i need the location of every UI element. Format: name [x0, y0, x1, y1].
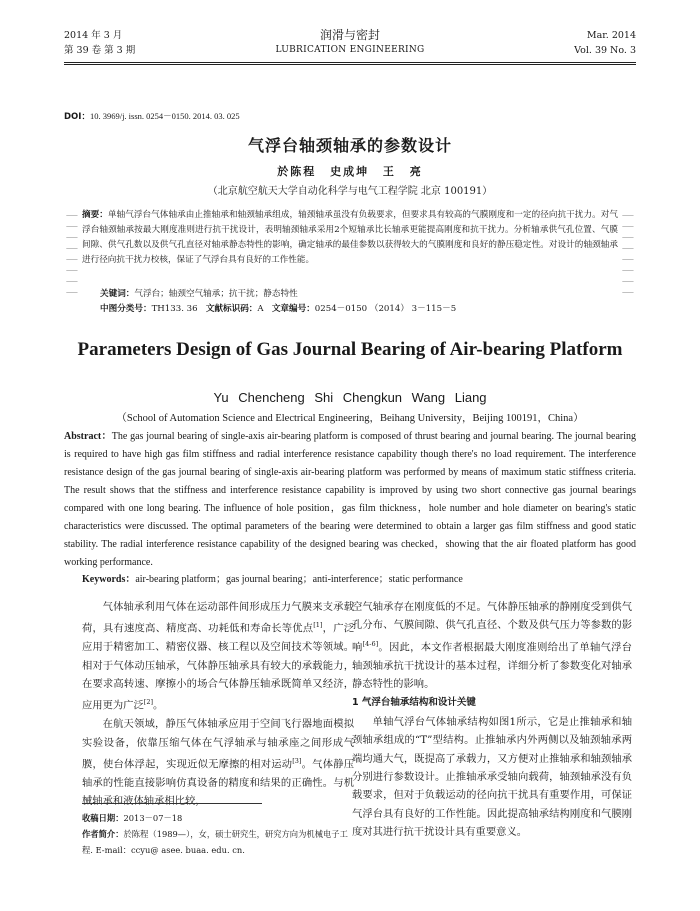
- doc-code-label: 文献标识码：: [205, 304, 258, 314]
- doi-label: DOI：: [64, 112, 90, 122]
- clc-label: 中图分类号：: [100, 304, 152, 314]
- header-rule: [64, 62, 636, 63]
- authors-en: Yu Chencheng Shi Chengkun Wang Liang: [213, 390, 487, 405]
- authors-cn: 於陈程 史成坤 王 亮: [277, 165, 423, 178]
- affiliation-en: （School of Automation Science and Electrical Engineering，Beihang University，Beijing 100191，China）: [116, 413, 584, 424]
- citation: [3]: [292, 757, 302, 766]
- abstract-bracket-left: ⸺ ⸺ ⸺ ⸺ ⸺ ⸺ ⸺ ⸺: [66, 211, 78, 296]
- abstract-en: [64, 428, 636, 572]
- volume-cn: 第 39 卷 第 3 期: [64, 45, 136, 56]
- keywords-en: [82, 570, 463, 585]
- article-no-value: 0254－0150 （2014） 3－115－5: [314, 304, 457, 314]
- paragraph: 在航天领域，静压气体轴承应用于空间飞行器地面模拟实验设备，依靠压缩气体在气浮轴承与轴承座之间形成气膜，使台体浮起，实现近似无摩擦的相对运动[3]。气体静压轴承的性能直接影响仿真设备的精度和结果的正确性。与机械轴承和液体轴承相比较，: [82, 718, 355, 808]
- paragraph: 空气轴承存在刚度低的不足。气体静压轴承的静刚度受到供气孔分布、气膜间隙、供气孔直径、个数及供气压力等参数的影响[4-6]。因此，本文作者根据最大刚度准则给出了单轴气浮台轴颈轴承抗干扰设计的基本过程，详细分析了参数变化对轴承静态特性的影响。: [352, 601, 632, 691]
- footnote: [82, 810, 354, 858]
- received-date: 收稿日期：2013－07－18: [82, 813, 183, 823]
- header-center: [250, 28, 450, 58]
- volume-en: Vol. 39 No. 3: [574, 45, 636, 56]
- doi-line: [64, 110, 240, 122]
- abstract-cn: [82, 208, 618, 268]
- abstract-en-label: Abstract：: [64, 431, 112, 442]
- title-cn: 气浮台轴颈轴承的参数设计: [247, 136, 452, 155]
- issue-date-cn: 2014 年 3 月: [64, 30, 123, 41]
- paragraph: 气体轴承利用气体在运动部件间形成压力气膜来支承载荷，具有速度高、精度高、功耗低和寿命长等优点[1]，广泛应用于精密加工、精密仪器、核工程以及空间技术等领域。相对于气体动压轴承，气体静压轴承具有较大的承载能力，在要求高转速、摩擦小的场合气体静压轴承既简单又经济，应用更为广泛[2]。: [82, 601, 355, 712]
- citation: [1]: [313, 621, 323, 630]
- citation: [4-6]: [362, 639, 379, 648]
- doi-value: 10. 3969/j. issn. 0254－0150. 2014. 03. 025: [89, 111, 240, 121]
- header-rule-second: [64, 64, 636, 65]
- citation: [2]: [143, 698, 153, 707]
- header-right: [574, 28, 636, 58]
- clc-value: TH133. 36: [151, 304, 198, 314]
- footnote-rule: [82, 803, 262, 804]
- issue-date-en: Mar. 2014: [586, 30, 636, 41]
- journal-name-en: LUBRICATION ENGINEERING: [275, 45, 425, 55]
- body-column-right: [352, 598, 632, 842]
- article-no-label: 文章编号：: [271, 304, 315, 314]
- abstract-bracket-right: ⸺ ⸺ ⸺ ⸺ ⸺ ⸺ ⸺ ⸺: [622, 211, 634, 296]
- header-left: [64, 28, 135, 58]
- keywords-cn-label: 关键词：: [100, 289, 135, 299]
- paragraph: 单轴气浮台气体轴承结构如图1所示，它是止推轴承和轴颈轴承组成的“T”型结构。止推轴承内外两侧以及轴颈轴承两端均通大气，既提高了承载力，又方便对止推轴承和轴颈轴承分别进行参数设计。止推轴承承受轴向载荷，轴颈轴承没有负载要求，但对于负载运动的径向抗干扰具有重要作用，可保证气浮台具有良好的工作性能。因此提高轴承结构刚度和气膜刚度对其进行抗干扰设计具有重要意义。: [352, 715, 632, 839]
- section-heading: 1 气浮台轴承结构和设计关键: [352, 697, 476, 709]
- affiliation-cn: （北京航空航天大学自动化科学与电气工程学院 北京 100191）: [207, 186, 493, 197]
- keywords-en-label: Keywords：: [82, 574, 136, 585]
- journal-name-cn: 润滑与密封: [319, 28, 380, 42]
- abstract-cn-label: 摘要：: [82, 210, 108, 220]
- title-en: Parameters Design of Gas Journal Bearing of Air-bearing Platform: [77, 339, 623, 360]
- doc-code-value: A: [257, 304, 264, 314]
- keywords-cn-text: 气浮台；轴颈空气轴承；抗干扰；静态特性: [134, 289, 298, 299]
- keywords-cn: [100, 287, 298, 299]
- classification-cn: [100, 302, 456, 314]
- author-bio: 作者简介：於陈程（1989—），女，硕士研究生，研究方向为机械电子工程. E-mail：ccyu@ asee. buaa. edu. cn.: [82, 829, 348, 855]
- abstract-cn-text: 单轴气浮台气体轴承由止推轴承和轴颈轴承组成，轴颈轴承虽没有负载要求，但要求具有较高的气膜刚度和一定的径向抗干扰力。对气浮台轴颈轴承按最大刚度准则进行抗干扰设计，表明轴颈轴承采用2个短轴承比长轴承更能提高刚度和抗干扰力。分析轴承供气孔位置、气膜间隙、供气孔数以及供气孔直径对轴承静态特性的影响，确定轴承的最佳参数以获得较大的气膜刚度和良好的静压稳定性。对设计的轴颈轴承进行径向抗干扰力校核，保证了气浮台具有良好的工作性能。: [82, 210, 618, 265]
- abstract-en-text: The gas journal bearing of single-axis air-bearing platform is composed of thrust bearing and journal bearing. The journal bearing is required to have high gas film stiffness and radial interference resistance capability though there's no load requirement. The interference resistance design of the gas journal bearing of single-axis air-bearing platform was performed by means of maximum static stiffness criteria. The result shows that the stiffness and interference resistance capability is improved by using two short connective gas journal bearings compared with one long bearing. The influence of hole position，gas film thickness，hole number and hole diameter on bearing's static characteristics were discussed. The optimal parameters of the bearing were determined to obtain a larger gas film stiffness and good static stability. The radial interference resistance capability of the designed bearing was checked，showing that the air floated platform has good working performance.: [64, 431, 636, 568]
- keywords-en-text: air-bearing platform；gas journal bearing；anti-interference；static performance: [135, 574, 463, 585]
- body-column-left: [82, 598, 354, 811]
